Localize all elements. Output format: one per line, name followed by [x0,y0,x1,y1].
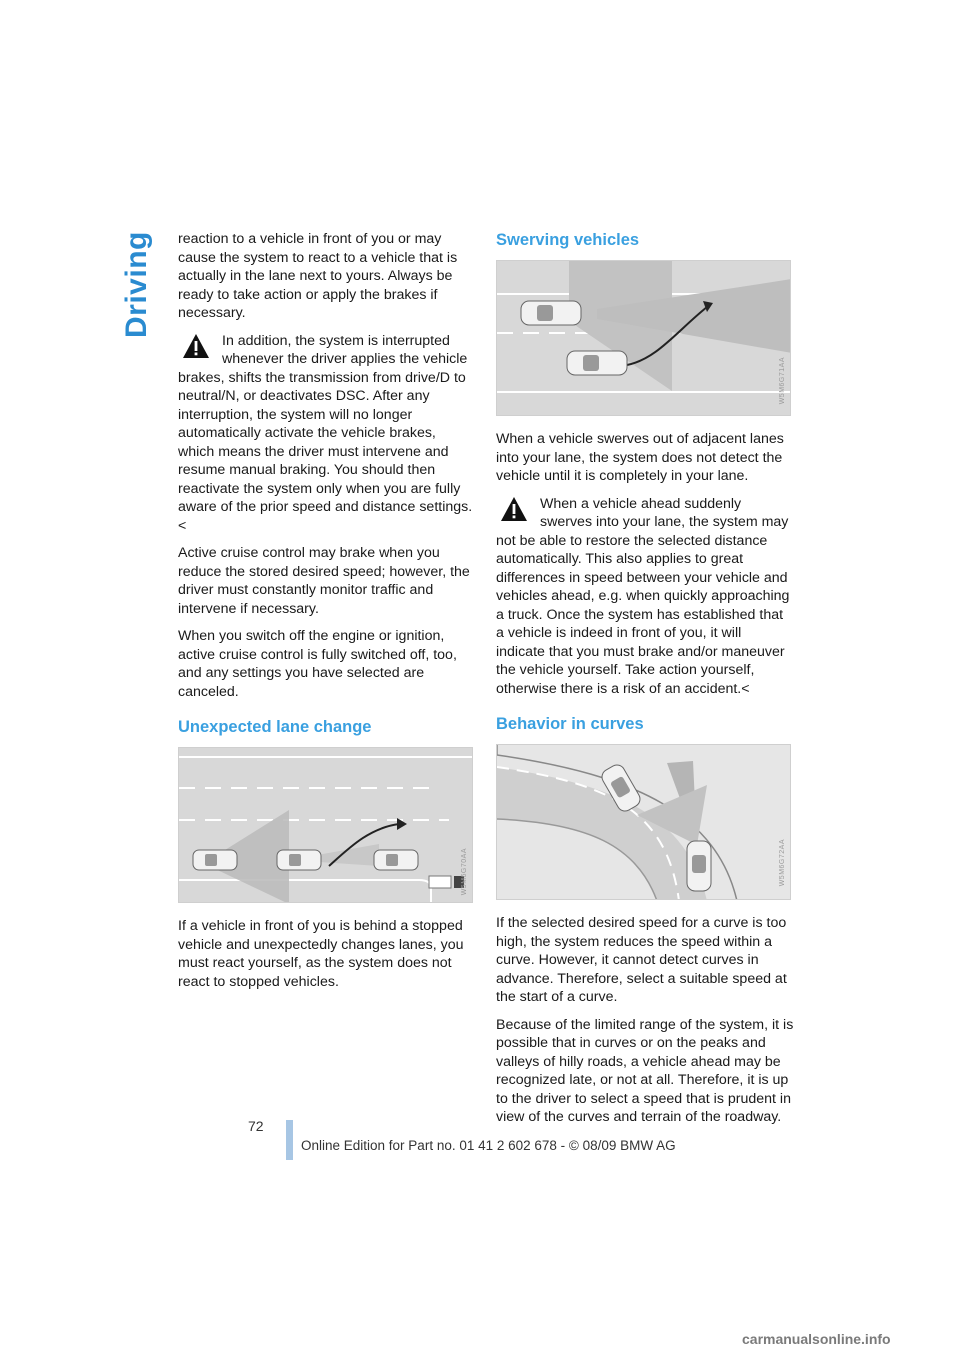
left-column [178,230,476,1000]
warning-triangle-icon [182,333,210,359]
chapter-title: Driving [120,231,153,338]
figure-unexpected-lane-change [178,747,473,903]
paragraph: If the selected desired speed for a curve is too high, the system reduces the speed within a curve. However, it cannot detect curves in advance. Therefore, select a suitable speed at the start of a curve. [496,915,787,1005]
warning-note [178,332,476,536]
warning-note [496,495,794,699]
section-heading-unexpected-lane-change: Unexpected lane change [178,718,372,736]
paragraph: When you switch off the engine or ignition, active cruise control is fully switched off, too, and any settings you have selected are canceled. [178,628,457,700]
footer-text: Online Edition for Part no. 01 41 2 602 678 - © 08/09 BMW AG [301,1138,676,1153]
footer-accent-bar [286,1120,293,1160]
paragraph: reaction to a vehicle in front of you or may cause the system to react to a vehicle that is actually in the lane next to yours. Always be ready to take action or apply the brakes if necessary. [178,231,458,321]
section-heading-swerving-vehicles: Swerving vehicles [496,231,640,249]
paragraph: If a vehicle in front of you is behind a stopped vehicle and unexpectedly changes lanes, you must react yourself, as the system does not react to stopped vehicles. [178,918,464,990]
paragraph: Active cruise control may brake when you reduce the stored desired speed; however, the driver must constantly monitor traffic and intervene if necessary. [178,545,470,617]
figure-behavior-in-curves [496,744,791,900]
figure-swerving-vehicles [496,260,791,416]
paragraph: Because of the limited range of the system, it is possible that in curves or on the peaks and valleys of hilly roads, a vehicle ahead may be recognized late, or not at all. Therefore, it is up to the driver to select a speed that is prudent in view of the curves and terrain of the roadway. [496,1016,794,1125]
watermark: carmanualsonline.info [742,1331,891,1347]
figure-code: W5M6G70AA [460,848,468,896]
curves-illustration [497,745,791,900]
warning-triangle-icon [500,496,528,522]
right-column [496,230,794,1136]
section-heading-behavior-in-curves: Behavior in curves [496,715,644,733]
figure-code: W5M6G72AA [778,839,786,887]
warning-text: When a vehicle ahead suddenly swerves into your lane, the system may not be able to restore the selected distance automatically. This also applies to great differences in speed between your vehicle and vehicles ahead, e.g. when quickly approaching a truck. Once the system has established that a vehicle is indeed in front of you, it will indicate that you must brake and/or maneuver the vehicle yourself. Take action yourself, otherwise there is a risk of an accident.< [496,495,790,697]
lane-change-illustration [179,748,473,903]
figure-code: W5M6G71AA [778,357,786,405]
warning-text: In addition, the system is interrupted whenever the driver applies the vehicle brakes, shifts the transmission from drive/D to neutral/N, or deactivates DSC. After any interruption, the system will no longer automatically activate the vehicle brakes, which means the driver must intervene and resume manual braking. You should then reactivate the system only when you are fully aware of the prior speed and distance settings.< [178,332,473,534]
swerving-illustration [497,261,791,416]
page-number: 72 [248,1118,264,1134]
paragraph: When a vehicle swerves out of adjacent lanes into your lane, the system does not detect the vehicle until it is completely in your lane. [496,431,784,484]
